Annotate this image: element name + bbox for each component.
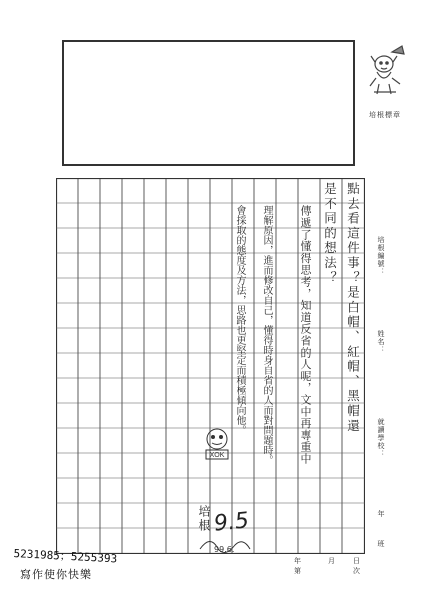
name-label: 姓名： [377,330,385,354]
svg-text:XOK: XOK [209,452,225,459]
class-label: 班 [377,540,385,548]
school-label: 就讀學校： [377,418,385,458]
stamp-label: 培根標章 [369,111,401,119]
footer-month-label: 月 [328,557,335,565]
essay-column-3: 傳遞了懂得思考，知道反省的人呢，文中再專重中 [299,205,312,465]
footer-index-prefix: 第 [294,567,301,575]
essay-column-5: 會採取的態度及方法，思路也更堅定而積極傾向他。 [234,205,245,435]
footer-index-suffix: 次 [353,567,360,575]
footer-phone-numbers: 5231985；5255393 [13,546,118,566]
teacher-ok-stamp-icon [200,426,234,462]
teacher-comment-box [62,40,355,166]
grading-date: 99.6. [214,545,235,554]
essay-column-2: 是不同的想法？ [322,182,338,286]
score: 9.5 [212,508,251,537]
serial-label: 培根編號： [377,236,385,276]
writing-grid [56,178,365,554]
essay-column-4: 理解原因，進而修改自己，懂得時身自省的人而對問題時。 [261,205,272,465]
footer-day-label: 日 [353,557,360,565]
footer-slogan: 寫作使你快樂 [20,568,92,581]
teacher-mark: 培根 [197,505,211,533]
grade-label: 年 [377,510,385,518]
footer-year-label: 年 [294,557,301,565]
mascot-stamp-icon [362,42,408,100]
essay-column-1: 點去看這件事？是白帽、紅帽、黑帽還 [345,182,361,434]
